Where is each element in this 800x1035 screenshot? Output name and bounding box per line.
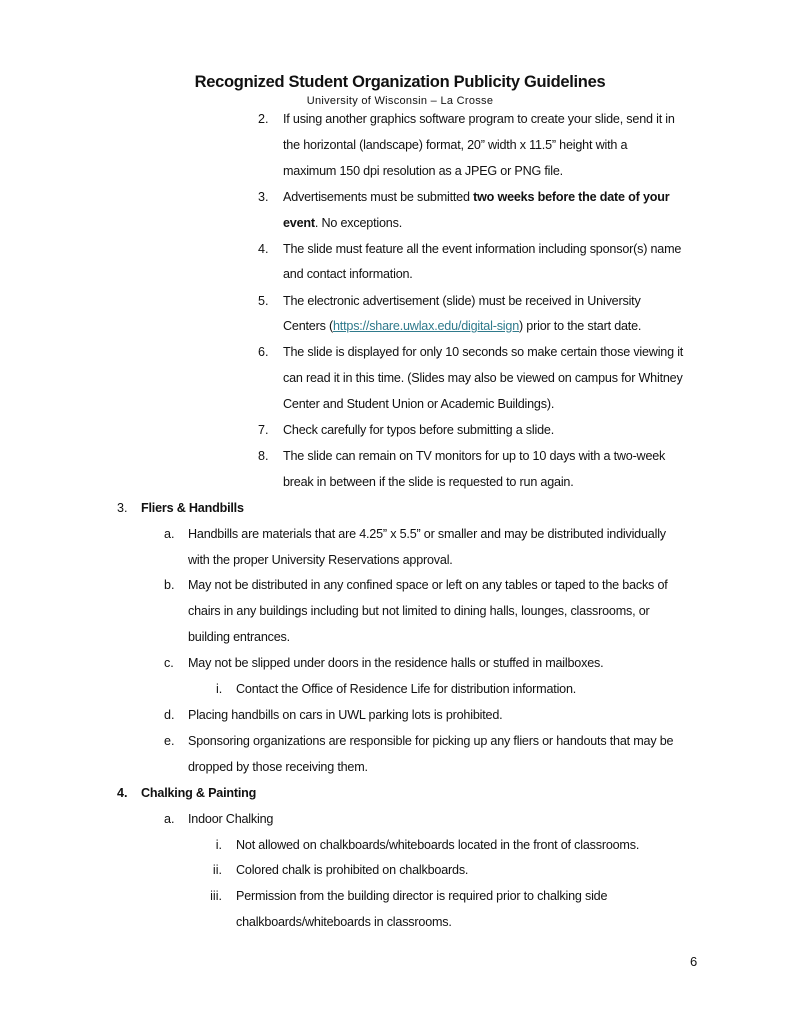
list-item-text: the horizontal (landscape) format, 20” width x 11.5” height with a	[283, 138, 628, 152]
list-letter: c.	[164, 656, 174, 670]
list-item-text: Check carefully for typos before submitting a slide.	[283, 423, 554, 437]
list-item-text-part: . No exceptions.	[314, 216, 403, 230]
list-item-text: and contact information.	[283, 267, 413, 281]
list-item-text: Sponsoring organizations are responsible for picking up any fliers or handouts that may be	[188, 734, 674, 748]
list-letter: e.	[164, 734, 175, 748]
page-title: Recognized Student Organization Publicity Guidelines	[194, 73, 606, 91]
section-heading: Chalking & Painting	[141, 786, 257, 800]
list-item-text: The slide can remain on TV monitors for up to 10 days with a two-week	[283, 449, 666, 463]
list-letter: d.	[164, 708, 175, 722]
list-item-text-part: ) prior to the start date.	[519, 319, 642, 333]
section-number: 4.	[117, 786, 128, 800]
list-letter: b.	[164, 578, 175, 592]
list-item-text: Permission from the building director is required prior to chalking side	[236, 889, 608, 903]
list-item-text	[283, 215, 402, 231]
list-roman: i.	[216, 682, 223, 696]
list-item-text: with the proper University Reservations approval.	[188, 553, 453, 567]
list-item-text: Handbills are materials that are 4.25” x 5.5” or smaller and may be distributed individually	[188, 527, 666, 541]
list-item-text: Indoor Chalking	[188, 812, 274, 826]
list-item-text-part: Advertisements must be submitted	[283, 190, 474, 204]
list-item-text: chairs in any buildings including but not limited to dining halls, lounges, classrooms, or	[188, 604, 650, 618]
emphasis-text: event	[283, 216, 315, 230]
list-item-text: Placing handbills on cars in UWL parking lots is prohibited.	[188, 708, 503, 722]
list-number: 6.	[258, 345, 269, 359]
list-number: 3.	[258, 190, 269, 204]
list-item-text: Not allowed on chalkboards/whiteboards located in the front of classrooms.	[236, 838, 640, 852]
section-heading: Fliers & Handbills	[141, 501, 244, 515]
list-item-text-part: Centers (	[283, 319, 333, 333]
page-subtitle: University of Wisconsin – La Crosse	[306, 95, 494, 107]
list-number: 5.	[258, 294, 269, 308]
list-item-text	[283, 189, 669, 205]
list-item-text: Center and Student Union or Academic Buildings).	[283, 397, 555, 411]
list-item-text: The slide must feature all the event information including sponsor(s) name	[283, 242, 682, 256]
list-item-text: May not be distributed in any confined space or left on any tables or taped to the backs of	[188, 578, 668, 592]
list-item-text: Contact the Office of Residence Life for distribution information.	[236, 682, 577, 696]
list-item-text: The electronic advertisement (slide) must be received in University	[283, 294, 641, 308]
list-item-text: chalkboards/whiteboards in classrooms.	[236, 915, 452, 929]
list-roman: iii.	[210, 889, 222, 903]
list-item-text: Colored chalk is prohibited on chalkboards.	[236, 863, 469, 877]
list-roman: i.	[215, 838, 222, 852]
emphasis-text: two weeks before the date of your	[473, 190, 670, 204]
list-roman: ii.	[212, 863, 222, 877]
list-number: 2.	[258, 112, 269, 126]
list-number: 8.	[258, 449, 269, 463]
list-item-text: dropped by those receiving them.	[188, 760, 368, 774]
list-item-text: building entrances.	[188, 630, 290, 644]
list-letter: a.	[164, 812, 175, 826]
list-number: 4.	[258, 242, 269, 256]
list-item-text: break in between if the slide is requested to run again.	[283, 475, 574, 489]
page-number: 6	[690, 954, 698, 969]
list-letter: a.	[164, 527, 175, 541]
list-item-text: The slide is displayed for only 10 seconds so make certain those viewing it	[283, 345, 684, 359]
list-item-text: May not be slipped under doors in the residence halls or stuffed in mailboxes.	[188, 656, 604, 670]
list-item-text: If using another graphics software program to create your slide, send it in	[283, 112, 675, 126]
section-number: 3.	[117, 501, 128, 515]
list-item-text: can read it in this time. (Slides may also be viewed on campus for Whitney	[283, 371, 683, 385]
list-number: 7.	[258, 423, 269, 437]
list-item-text: maximum 150 dpi resolution as a JPEG or PNG file.	[283, 164, 563, 178]
digital-sign-link[interactable]: https://share.uwlax.edu/digital-sign	[333, 319, 520, 333]
list-item-text	[283, 318, 641, 334]
